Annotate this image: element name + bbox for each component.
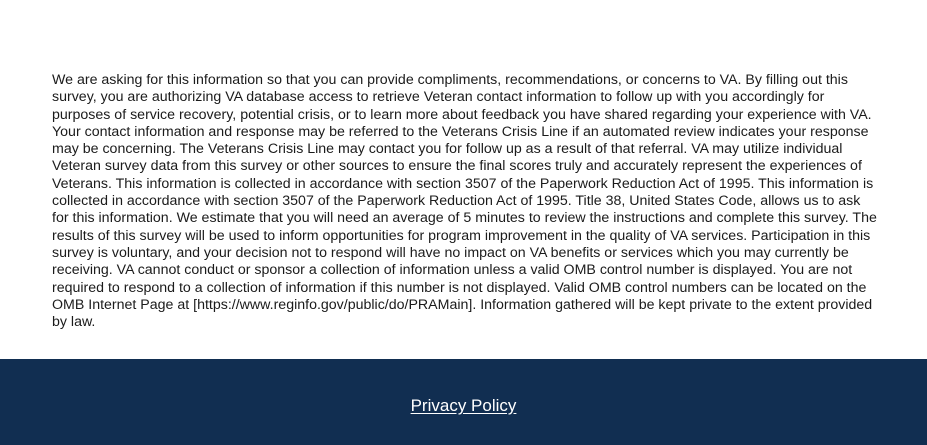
page-footer <box>0 359 927 445</box>
survey-disclaimer-text: We are asking for this information so that you can provide compliments, recommendations, or concerns to VA. By filling out this survey, you are authorizing VA database access to retrieve Veteran contact information to follow up with you accordingly for purposes of service recovery, potential crisis, or to learn more about feedback you have shared regarding your experience with VA. Your contact information and response may be referred to the Veterans Crisis Line if an automated review indicates your response may be concerning. The Veterans Crisis Line may contact you for follow up as a result of that referral. VA may utilize individual Veteran survey data from this survey or other sources to ensure the final scores truly and accurately represent the experiences of Veterans. This information is collected in accordance with section 3507 of the Paperwork Reduction Act of 1995. This information is collected in accordance with section 3507 of the Paperwork Reduction Act of 1995. Title 38, United States Code, allows us to ask for this information. We estimate that you will need an average of 5 minutes to review the instructions and complete this survey. The results of this survey will be used to inform opportunities for program improvement in the quality of VA services. Participation in this survey is voluntary, and your decision not to respond will have no impact on VA benefits or services which you may currently be receiving. VA cannot conduct or sponsor a collection of information unless a valid OMB control number is displayed. You are not required to respond to a collection of information if this number is not displayed. Valid OMB control numbers can be located on the OMB Internet Page at [https://www.reginfo.gov/public/do/PRAMain]. Information gathered will be kept private to the extent provided by law. <box>52 72 877 331</box>
privacy-policy-link[interactable]: Privacy Policy <box>410 396 517 415</box>
